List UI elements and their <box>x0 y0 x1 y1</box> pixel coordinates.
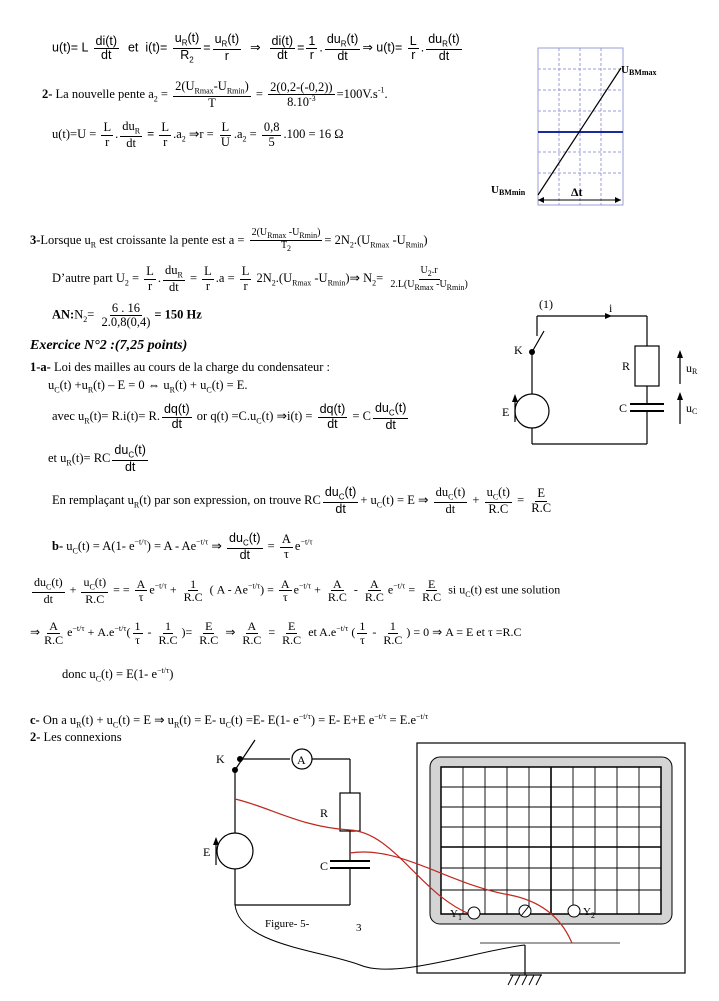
fig5-label-c: C <box>320 859 329 873</box>
fig5-label-a: A <box>297 753 306 767</box>
voltage-label-uc: uC <box>686 401 698 416</box>
terminal-y1 <box>468 907 480 919</box>
ramp-graph <box>488 40 703 215</box>
fig5-label-y2: $Y_2$ <box>583 906 595 920</box>
part3-line-2: D’autre part $U_2$ = $\frac{L}{r}$ . $\frac{du_R}{dt}$ = $\frac{L}{r}$ .a = $\frac{L}{r}$ $2N_2.(U_{Rmax}$ $-U_{Rmin})\Rightarrow$ $N_2=$ $\frac{U_2.r}{2.L(U_{Rmax} -U_{Rmin})}$ <box>52 263 468 294</box>
q1b-line-1: b- $u_C(t) = A(1-$ $e^{-t/\tau}) = A - Ae^{-t/\tau}$ ⇒ $\frac{du_C(t)}{dt}$ = $\frac{A}{\tau}$ $e^{-t/\tau}$ <box>52 531 313 562</box>
equation-line-2: 2- La nouvelle pente $a_2$ = $\frac{2(U_{Rmax}-U_{Rmin})}{T}$ = $\frac{2(0,2-(-0,2))}{8.10^{-3}}$ $=100V.s^{-1}$. <box>42 79 388 110</box>
q1a-line-4: et $u_R(t)=$ RC $\frac{du_C(t)}{dt}$ <box>48 443 146 474</box>
capacitor-label: C <box>619 401 628 415</box>
arrow-head-left <box>538 197 544 203</box>
generator-E-fig5 <box>217 833 253 869</box>
switch-position-1: (1) <box>539 297 553 311</box>
generator-label: E <box>502 405 510 419</box>
q1a-line-3: avec $u_R(t)= R.i(t)= R$. $\frac{dq(t)}{dt}$ or $q(t) =C.u_C(t)$ ⇒i(t) = $\frac{dq(t)}{dt}$ = C $\frac{du_C(t)}{dt}$ <box>52 401 407 432</box>
figure-caption: Figure- 5- <box>265 918 310 930</box>
part3-line-3: $AN:N_2=$ $\frac{6 . 16}{2.0,8(0,4)}$ = 150 Hz <box>52 301 202 330</box>
fig5-label-r: R <box>320 806 329 820</box>
current-label: i <box>609 301 613 315</box>
q1b-line-3: ⇒ $\frac{A}{R.C}$ $e^{-t/\tau} + A.e^{-t/\tau}$( $\frac{1}{\tau}$ - $\frac{1}{R.C}$ )= $\frac{E}{R.C}$ ⇒ $\frac{A}{R.C}$ = $\frac{E}{R.C}$ et $A.e^{-t/\tau}$ ( $\frac{1}{\tau}$ - $\frac{1}{R.C}$ ) = 0 ⇒ A = E et τ =R.C <box>30 619 522 647</box>
q1a-line-5: En remplaçant $u_R(t)$ par son expression, on trouve RC $\frac{du_C(t)}{dt}$ + $u_C(t) = E$ ⇒ $\frac{du_C(t)}{dt}$ + $\frac{u_C(t)}{R.C}$ = $\frac{E}{R.C}$ <box>52 485 552 516</box>
switch-label-k: K <box>514 343 523 357</box>
figure-5-oscilloscope-setup <box>180 735 700 995</box>
voltage-label-ur: uR <box>686 361 698 376</box>
q1a-line-1: 1-a- Loi des mailles au cours de la charge du condensateur : <box>30 360 331 374</box>
equation-line-3: u(t)=U = $\frac{L}{r}$ . $\frac{du_R}{dt}$ = $\frac{L}{r}$ $.a_2$ ⇒r = $\frac{L}{U}$ $.a_2$ = $\frac{0,8}{5}$ .100 = 16 Ω <box>52 119 344 150</box>
label-ubm-max: UBMmax <box>621 64 657 77</box>
fig5-label-y1: $Y_1$ <box>450 908 462 922</box>
graph-frame <box>538 48 623 205</box>
rc-circuit-diagram <box>492 296 707 456</box>
q2-heading: 2- Les connexions <box>30 730 122 744</box>
q1b-line-2: $\frac{du_C(t)}{dt}$ + $\frac{u_C(t)}{R.C}$ = = $\frac{A}{\tau}$ $e^{-t/\tau}$ + $\frac{1}{R.C}$ ( A - $Ae^{-t/\tau}$) = $\frac{A}{\tau}$ $e^{-t/\tau}$ + $\frac{A}{R.C}$ - $\frac{A}{R.C}$ $e^{-t/\tau}$ = $\frac{E}{R.C}$ si $u_C(t)$ est une solution <box>34 575 561 606</box>
resistor-R <box>635 346 659 386</box>
q1a-line-2: $u_C(t) +u_R(t) - E = 0$ ⇔ $u_R(t) + u_C(t) = E$. <box>48 378 248 395</box>
graph-grid <box>538 48 623 205</box>
label-delta-t: Δt <box>571 185 583 199</box>
q1b-line-4: donc $u_C(t) = E(1-$ $e^{-t/\tau}$) <box>62 666 174 684</box>
figure-caption-3: 3 <box>356 922 362 934</box>
resistor-label: R <box>622 359 631 373</box>
label-ubm-min: UBMmin <box>491 184 526 197</box>
q1c-line: c- On a $u_R(t) + u_C(t) = E$ ⇒ $u_R(t) = E-$ $u_C(t) =E-$ E(1- $e^{-t/\tau}) = E-$ E+E $e^{-t/\tau} = E.e^{-t/\tau}$ <box>30 712 429 730</box>
exercise-2-title: Exercice N°2 :(7,25 points) <box>30 338 188 353</box>
part3-line-1: 3-Lorsque $u_R$ est croissante la pente est a = $\frac{2(U_{Rmax} -U_{Rmin})}{T_2}$ = $2N_2.(U_{Rmax}$ $-U_{Rmin}$) <box>30 227 428 254</box>
equation-line-1: u(t)= L $\frac{di(t)}{dt}$ et i(t)= $\frac{u_R(t)}{R_2}$ = $\frac{u_R(t)}{r}$ ⇒ $\frac{di(t)}{dt}$ = $\frac{1}{r}$ . $\frac{du_R(t)}{dt}$ ⇒ u(t)= $\frac{L}{r}$ . $\frac{du_R(t)}{dt}$ <box>52 31 460 65</box>
switch-K-dot <box>529 349 535 355</box>
arrow-head-right <box>615 197 621 203</box>
fig5-label-k: K <box>216 752 225 766</box>
fig5-label-e: E <box>203 845 211 859</box>
resistor-R-fig5 <box>340 793 360 831</box>
generator-E <box>515 394 549 428</box>
terminal-y2 <box>568 905 580 917</box>
